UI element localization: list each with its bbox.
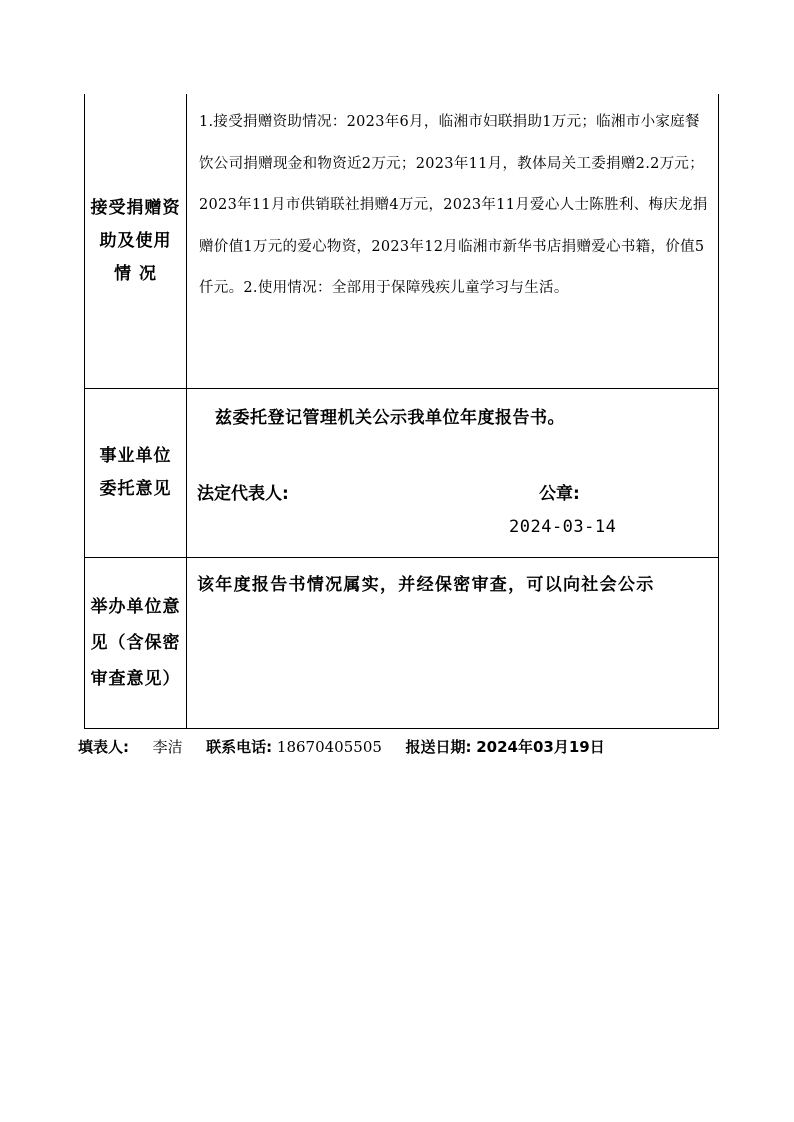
table-row-sponsor xyxy=(85,557,718,728)
row-label-sponsor xyxy=(85,558,187,728)
row-label-donations xyxy=(85,94,187,388)
entrust-statement: 兹委托登记管理机关公示我单位年度报告书。 xyxy=(215,408,565,428)
phone-value: 18670405505 xyxy=(276,738,382,756)
sponsor-content: 该年度报告书情况属实，并经保密审查，可以向社会公示 xyxy=(197,575,655,595)
row-label-entrust-text: 事业单位委托意见 xyxy=(99,446,172,499)
row-label-entrust xyxy=(85,389,187,557)
table-row-entrust xyxy=(85,388,718,557)
filler-label: 填表人: xyxy=(78,738,129,756)
legal-representative-label: 法定代表人: xyxy=(197,484,289,504)
entrust-content xyxy=(187,389,718,557)
row-label-donations-text: 接受捐赠资助及使用 情 况 xyxy=(90,197,181,284)
phone-label: 联系电话: xyxy=(206,738,273,756)
report-footer xyxy=(78,736,605,757)
entrust-date: 2024-03-14 xyxy=(509,517,617,537)
report-table xyxy=(84,94,719,729)
filler-name: 李洁 xyxy=(152,738,183,756)
submit-date-label: 报送日期: xyxy=(405,738,472,756)
table-row-donations xyxy=(85,94,718,388)
row-label-sponsor-text: 举办单位意见（含保密审查意见） xyxy=(90,597,181,689)
donations-content: 1.接受捐赠资助情况：2023年6月，临湘市妇联捐助1万元；临湘市小家庭餐饮公司捐赠现金和物资近2万元；2023年11月，教体局关工委捐赠2.2万元；2023年11月市供销联社捐赠4万元，2023年11月爱心人士陈胜利、梅庆龙捐赠价值1万元的爱心物资，2023年12月临湘市新华书店捐赠爱心书籍，价值5仟元。2.使用情况：全部用于保障残疾儿童学习与生活。 xyxy=(199,114,708,296)
submit-date-value: 2024年03月19日 xyxy=(476,738,605,756)
official-seal-label: 公章: xyxy=(539,484,580,504)
